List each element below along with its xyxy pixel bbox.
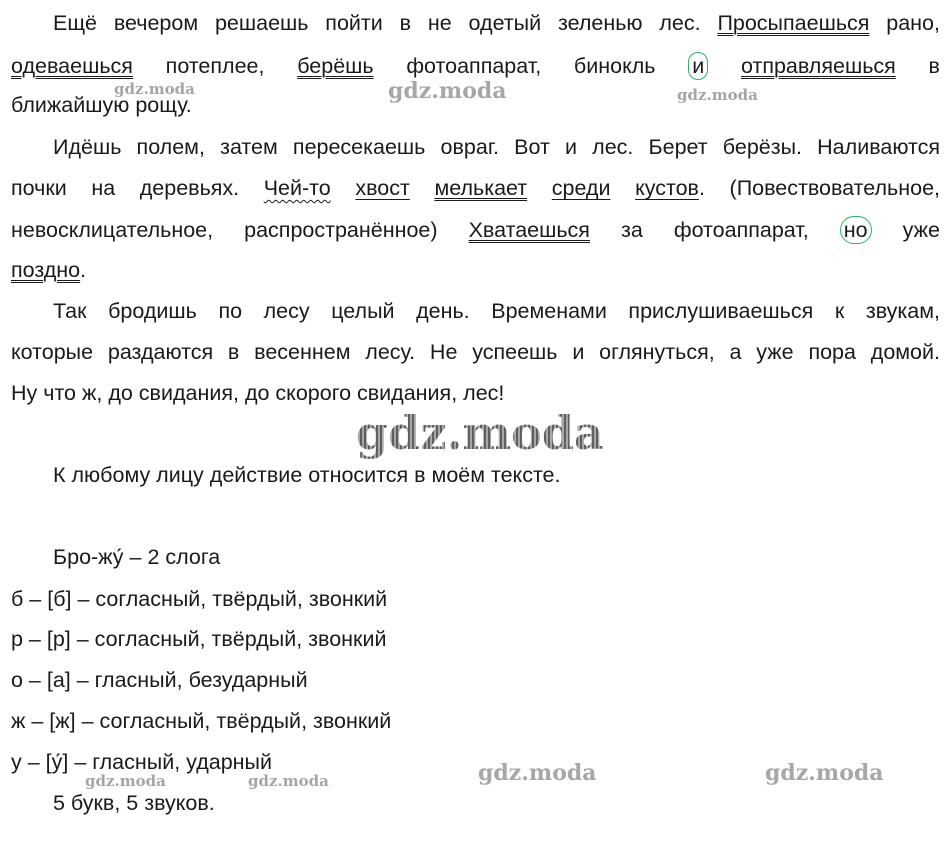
watermark-logo: gdz.moda [114, 80, 195, 98]
watermark-logo: gdz.moda [677, 86, 758, 104]
watermark-logo-large: gdz.moda [356, 406, 604, 460]
phonetic-word: Бро-жу́ – 2 слога [53, 545, 221, 569]
p2-line-3: невосклицательное, распространённое) Хватаешься за фотоаппарат, но уже [11, 218, 940, 242]
predicate-take: берёшь [297, 54, 374, 78]
watermark-logo: gdz.moda [85, 772, 166, 790]
p2-line-1: Идёшь полем, затем пересекаешь овраг. Вот и лес. Берет берёзы. Наливаются [53, 135, 940, 159]
predicate-flicker: мелькает [434, 176, 528, 200]
p3-line-3: Ну что ж, до свидания, до скорого свидания, лес! [11, 381, 505, 405]
conjunction-circled-2: но [840, 216, 872, 244]
p1-line-3: ближайшую рощу. [11, 93, 192, 117]
predicate-wake-up: Просыпаешься [717, 11, 870, 35]
predicate-grab: Хватаешься [468, 218, 590, 242]
watermark-logo: gdz.moda [388, 78, 507, 104]
phonetic-line-1: б – [б] – согласный, твёрдый, звонкий [11, 587, 388, 611]
circumstance-bushes: кустов [635, 176, 699, 200]
phonetic-line-3: о – [а] – гласный, безударный [11, 668, 308, 692]
watermark-logo: gdz.moda [478, 760, 597, 786]
p1-line-1: Ещё вечером решаешь пойти в не одетый зеленью лес. Просыпаешься рано, [53, 11, 940, 35]
note-text: К любому лицу действие относится в моём тексте. [53, 463, 561, 487]
p1-line-2: одеваешься потеплее, берёшь фотоаппарат, бинокль и отправляешься в [11, 54, 940, 78]
p3-line-2: которые раздаются в весеннем лесу. Не успеешь и оглянуться, а уже пора домой. [11, 340, 940, 364]
phonetic-line-2: р – [р] – согласный, твёрдый, звонкий [11, 627, 387, 651]
predicate-set-off: отправляешься [740, 54, 896, 78]
p2-line-4: поздно. [11, 258, 87, 282]
predicate-late: поздно [11, 258, 81, 282]
conjunction-circled: и [688, 52, 708, 80]
subject-underlined: хвост [355, 176, 410, 200]
phonetic-line-4: ж – [ж] – согласный, твёрдый, звонкий [11, 709, 392, 733]
definition-wavy: Чей-то [263, 176, 331, 200]
watermark-logo: gdz.moda [765, 760, 884, 786]
p3-line-1: Так бродишь по лесу целый день. Временами прислушиваешься к звукам, [53, 299, 940, 323]
p2-line-2: почки на деревьях. Чей-то хвост мелькает среди кустов. (Повествовательное, [11, 176, 941, 200]
circumstance-among: среди [551, 176, 611, 200]
phonetic-summary: 5 букв, 5 звуков. [53, 791, 215, 815]
watermark-logo: gdz.moda [248, 772, 329, 790]
phonetic-line-5: у – [у́] – гласный, ударный [11, 750, 272, 774]
predicate-dress: одеваешься [11, 54, 133, 78]
